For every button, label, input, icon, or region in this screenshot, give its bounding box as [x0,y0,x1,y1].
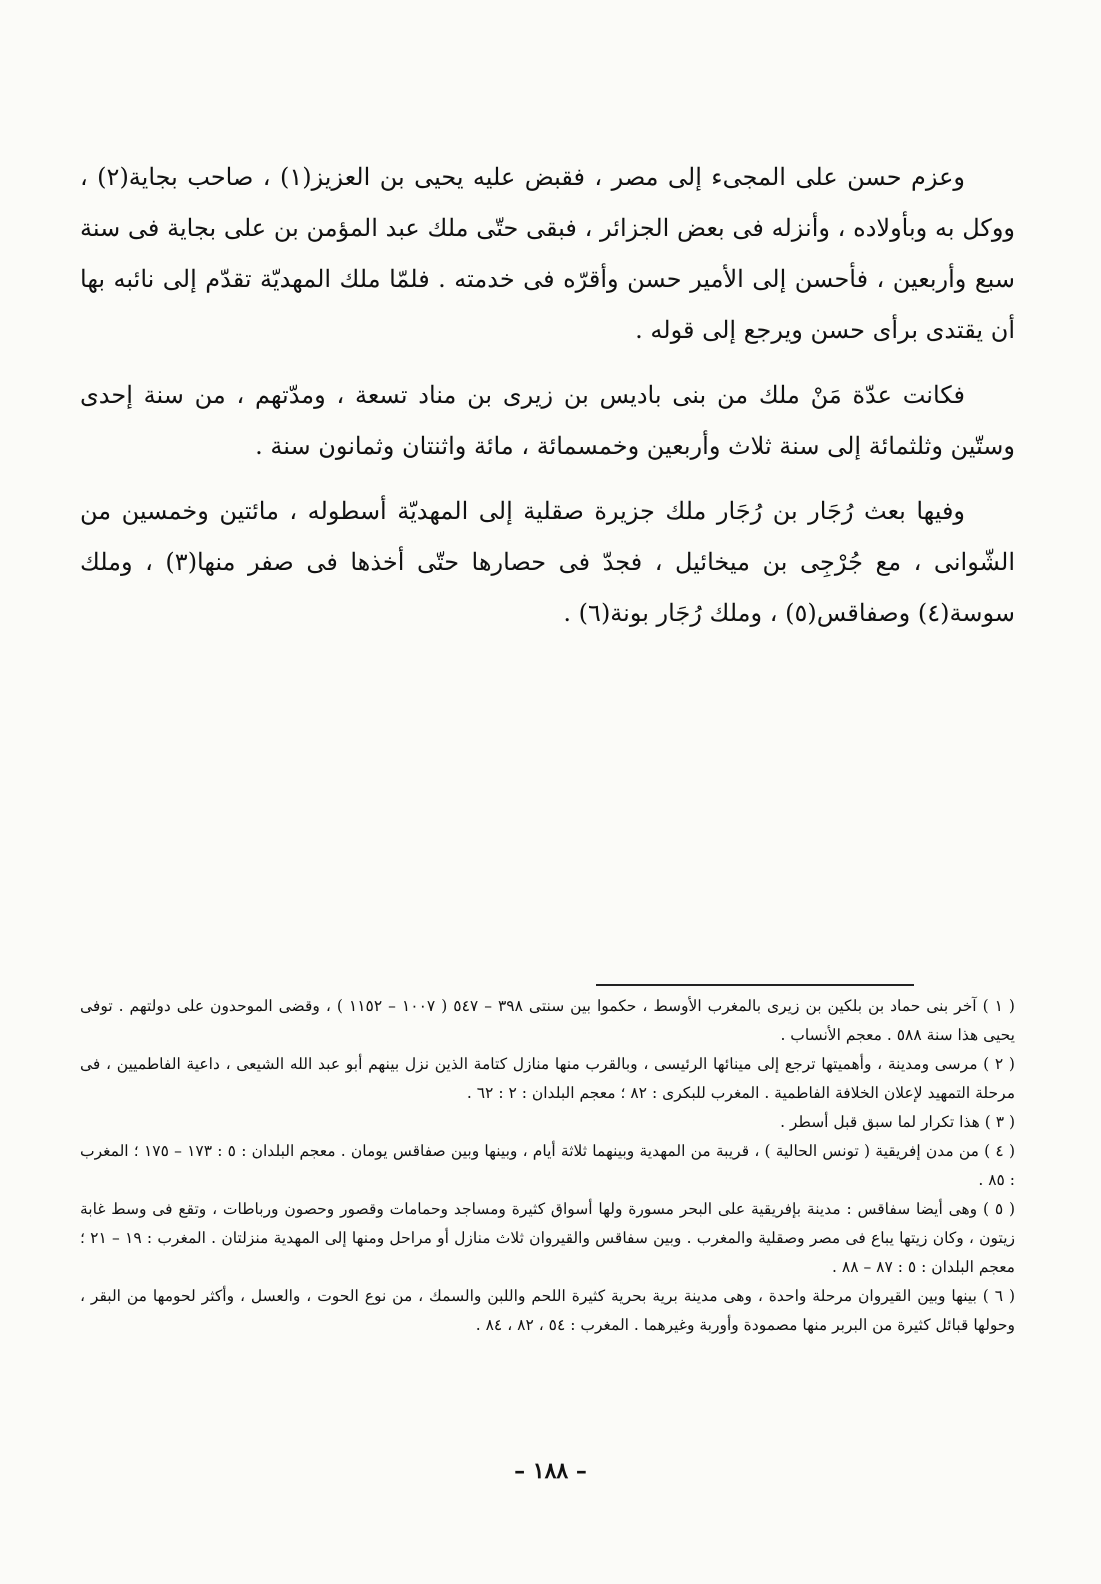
footnotes [80,992,1015,1340]
footnote-5: ( ٥ ) وهى أيضا سفاقس : مدينة بإفريقية على البحر مسورة ولها أسواق كثيرة ومساجد وحمامات وقصور وحصون ورباطات ، وتقع فى وسط غابة زيتون ، وكان زيتها يباع فى مصر وصقلية والمغرب . وبين سفاقس والقيروان ثلاث منازل أو مراحل ومنها إلى المهدية منزلتان . المغرب : ١٩ – ٢١ ؛ معجم البلدان : ٥ : ٨٧ – ٨٨ . [80,1200,1015,1276]
paragraph-2: فكانت عدّة مَنْ ملك من بنى باديس بن زيرى بن مناد تسعة ، ومدّتهم ، من سنة إحدى وستّين وثلثمائة إلى سنة ثلاث وأربعين وخمسمائة ، مائة واثنتان وثمانون سنة . [80,381,1015,460]
footnote-6: ( ٦ ) بينها وبين القيروان مرحلة واحدة ، وهى مدينة برية بحرية كثيرة اللحم واللبن والسمك ، من نوع الحوت ، والعسل ، وأكثر لحومها من البقر ، وحولها قبائل كثيرة من البربر منها مصمودة وأوربة وغيرهما . المغرب : ٥٤ ، ٨٢ ، ٨٤ . [80,1287,1015,1334]
footnote-2: ( ٢ ) مرسى ومدينة ، وأهميتها ترجع إلى مينائها الرئيسى ، وبالقرب منها منازل كتامة الذين نزل بينهم أبو عبد الله الشيعى ، داعية الفاطميين ، فى مرحلة التمهيد لإعلان الخلافة الفاطمية . المغرب للبكرى : ٨٢ ؛ معجم البلدان : ٢ : ٦٢ . [80,1055,1015,1102]
main-text [80,152,1015,639]
footnote-1: ( ١ ) آخر بنى حماد بن بلكين بن زيرى بالمغرب الأوسط ، حكموا بين سنتى ٣٩٨ – ٥٤٧ ( ١٠٠٧ – ١١٥٢ ) ، وقضى الموحدون على دولتهم . توفى يحيى هذا سنة ٥٨٨ . معجم الأنساب . [80,997,1015,1044]
footnote-4: ( ٤ ) من مدن إفريقية ( تونس الحالية ) ، قريبة من المهدية وبينهما ثلاثة أيام ، وبينها وبين صفاقس يومان . معجم البلدان : ٥ : ١٧٣ – ١٧٥ ؛ المغرب : ٨٥ . [80,1142,1015,1189]
paragraph-3: وفيها بعث رُجَار بن رُجَار ملك جزيرة صقلية إلى المهديّة أسطوله ، مائتين وخمسين من الشّوانى ، مع جُرْجِى بن ميخائيل ، فجدّ فى حصارها حتّى أخذها فى صفر منها(٣) ، وملك سوسة(٤) وصفاقس(٥) ، وملك رُجَار بونة(٦) . [80,497,1016,627]
footnote-3: ( ٣ ) هذا تكرار لما سبق قبل أسطر . [780,1113,1015,1131]
footnote-divider [596,984,914,986]
page-number: – ١٨٨ – [514,1458,587,1484]
paragraph-1: وعزم حسن على المجىء إلى مصر ، فقبض عليه يحيى بن العزيز(١) ، صاحب بجاية(٢) ، ووكل به وبأولاده ، وأنزله فى بعض الجزائر ، فبقى حتّى ملك عبد المؤمن بن على بجاية فى سنة سبع وأربعين ، فأحسن إلى الأمير حسن وأقرّه فى خدمته . فلمّا ملك المهديّة تقدّم إلى نائبه بها أن يقتدى برأى حسن ويرجع إلى قوله . [80,163,1015,344]
